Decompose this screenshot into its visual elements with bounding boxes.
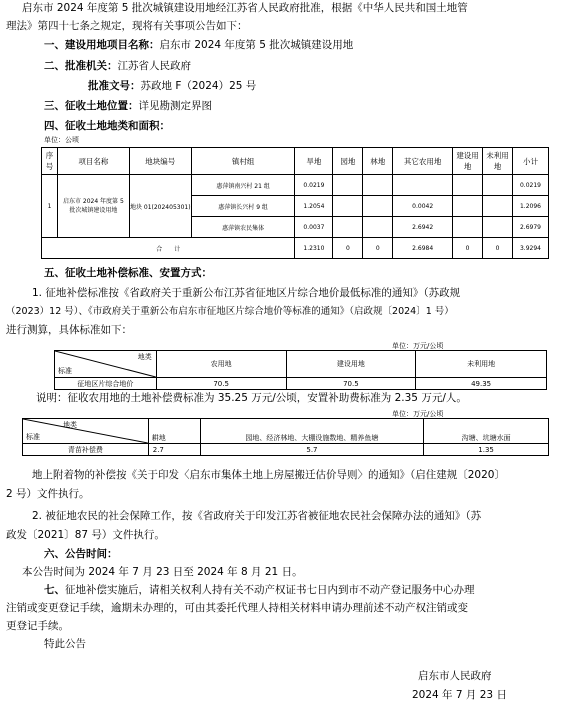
diagonal-header-cell bbox=[23, 419, 149, 444]
subtotal-cell: 1.2096 bbox=[512, 196, 548, 217]
notice-period: 本公告时间为 2024 年 7 月 23 日至 2024 年 8 月 21 日。 bbox=[22, 566, 303, 578]
total-unused: 0 bbox=[483, 238, 513, 259]
para-3-line-1: 2. 被征地农民的社会保障工作，按《省政府关于印发江苏省被征地农民社会保障办法的通知》（苏 bbox=[32, 510, 482, 522]
section-7-line-3: 更登记手续。 bbox=[6, 620, 69, 632]
col-header-project: 项目名称 bbox=[57, 148, 129, 175]
value-cell: 70.5 bbox=[156, 378, 286, 390]
col-header-pond: 沟塘、坑塘水面 bbox=[424, 419, 549, 444]
land-area-table bbox=[41, 147, 549, 259]
crop-compensation-table bbox=[22, 418, 549, 456]
para-2-line-1: 地上附着物的补偿按《关于印发〈启东市集体土地上房屋搬迁估价导则〉的通知》（启住建规〔2020〕 bbox=[32, 469, 505, 481]
closing-text: 特此公告 bbox=[44, 638, 86, 650]
section-2-value: 江苏省人民政府 bbox=[117, 60, 191, 72]
garden-cell bbox=[333, 196, 363, 217]
build-cell bbox=[453, 196, 483, 217]
signature-org: 启东市人民政府 bbox=[418, 670, 492, 682]
subtotal-cell: 0.0219 bbox=[512, 175, 548, 196]
signature-date: 2024 年 7 月 23 日 bbox=[412, 689, 507, 701]
table1-unit: 单位：公顷 bbox=[44, 136, 79, 144]
total-label: 合 计 bbox=[42, 238, 295, 259]
header-land-type: 地类 bbox=[137, 353, 152, 361]
total-row bbox=[42, 238, 549, 259]
value-cell: 2.7 bbox=[148, 444, 200, 456]
value-cell: 70.5 bbox=[286, 378, 416, 390]
section-5-label: 五、征收土地补偿标准、安置方式： bbox=[44, 267, 212, 279]
forest-cell bbox=[363, 196, 393, 217]
section-7-line-1 bbox=[44, 583, 555, 597]
para-1-line-1: 1. 征地补偿标准按《省政府关于重新公布江苏省征地区片综合地价最低标准的通知》（苏政规 bbox=[32, 287, 461, 299]
col-header-agri: 农用地 bbox=[156, 351, 286, 378]
intro-line-2: 理法》第四十七条之规定，现将有关事项公告如下： bbox=[6, 20, 248, 32]
col-header-forest: 林地 bbox=[363, 148, 393, 175]
project-cell: 启东市 2024 年度第 5 批次城镇建设用地 bbox=[57, 175, 129, 238]
garden-cell bbox=[333, 217, 363, 238]
section-2b-label: 批准文号： bbox=[88, 80, 141, 92]
col-header-unused: 未利用地 bbox=[483, 148, 513, 175]
garden-cell bbox=[333, 175, 363, 196]
row-label: 青苗补偿费 bbox=[23, 444, 149, 456]
table-row bbox=[42, 175, 549, 196]
forest-cell bbox=[363, 175, 393, 196]
unused-cell bbox=[483, 175, 513, 196]
section-7-line-2: 注销或变更登记手续，逾期未办理的，可由其委托代理人持相关材料申请办理前述不动产权注销或变 bbox=[6, 602, 468, 614]
forest-cell bbox=[363, 217, 393, 238]
total-garden: 0 bbox=[333, 238, 363, 259]
table3-header bbox=[23, 419, 549, 444]
build-cell bbox=[453, 175, 483, 196]
header-standard: 标准 bbox=[58, 367, 72, 375]
other-cell: 2.6942 bbox=[393, 217, 453, 238]
section-6-label: 六、公告时间： bbox=[44, 548, 118, 560]
section-4-label: 四、征收土地地类和面积： bbox=[44, 120, 170, 132]
col-header-village: 镇村组 bbox=[191, 148, 295, 175]
section-1-label: 一、建设用地项目名称： bbox=[44, 39, 160, 51]
col-header-arable: 耕地 bbox=[148, 419, 200, 444]
header-standard: 标准 bbox=[26, 433, 40, 441]
col-header-orchard: 园地、经济林地、大棚设施数地、精养鱼塘 bbox=[200, 419, 424, 444]
parcel-cell: 地块 01(202405301) bbox=[129, 175, 191, 238]
table-row bbox=[55, 378, 547, 390]
header-land-type: 地类 bbox=[63, 421, 77, 429]
village-cell: 惠萍镇长兴村 9 组 bbox=[191, 196, 295, 217]
total-build: 0 bbox=[453, 238, 483, 259]
total-dry: 1.2310 bbox=[295, 238, 333, 259]
build-cell bbox=[453, 217, 483, 238]
section-7-text: 征地补偿实施后，请相关权利人持有关不动产权证书七日内到市不动产登记服务中心办理 bbox=[65, 584, 475, 596]
para-3-line-2: 政发〔2021〕87 号）文件执行。 bbox=[6, 529, 165, 541]
col-header-seq: 序号 bbox=[42, 148, 58, 175]
unused-cell bbox=[483, 196, 513, 217]
section-2 bbox=[44, 59, 555, 73]
col-header-unused: 未利用地 bbox=[416, 351, 547, 378]
col-header-build: 建设用地 bbox=[286, 351, 416, 378]
table1-header bbox=[42, 148, 549, 175]
dry-cell: 0.0037 bbox=[295, 217, 333, 238]
note-line: 说明：征收农用地的土地补偿费标准为 35.25 万元/公顷，安置补助费标准为 2.35 万元/人。 bbox=[36, 392, 467, 404]
table3-unit: 单位：万元/公顷 bbox=[392, 410, 444, 418]
section-2b bbox=[88, 79, 555, 93]
row-label: 征地区片综合地价 bbox=[55, 378, 157, 390]
para-1-line-3: 进行测算，具体标准如下： bbox=[6, 324, 132, 336]
table2-header bbox=[55, 351, 547, 378]
col-header-subtotal: 小计 bbox=[512, 148, 548, 175]
col-header-garden: 园地 bbox=[333, 148, 363, 175]
total-forest: 0 bbox=[363, 238, 393, 259]
unused-cell bbox=[483, 217, 513, 238]
value-cell: 1.35 bbox=[424, 444, 549, 456]
other-cell bbox=[393, 175, 453, 196]
diagonal-line bbox=[23, 419, 148, 443]
section-2-label: 二、批准机关： bbox=[44, 60, 118, 72]
table2-unit: 单位：万元/公顷 bbox=[392, 342, 444, 350]
seq-cell: 1 bbox=[42, 175, 58, 238]
col-header-other: 其它农用地 bbox=[393, 148, 453, 175]
section-7-label: 七、 bbox=[44, 584, 65, 596]
dry-cell: 0.0219 bbox=[295, 175, 333, 196]
section-3-label: 三、征收土地位置： bbox=[44, 100, 139, 112]
para-2-line-2: 2 号）文件执行。 bbox=[6, 488, 90, 500]
table-row bbox=[23, 444, 549, 456]
total-other: 2.6984 bbox=[393, 238, 453, 259]
village-cell: 惠萍镇农民集体 bbox=[191, 217, 295, 238]
land-price-table bbox=[54, 350, 547, 390]
section-1-value: 启东市 2024 年度第 5 批次城镇建设用地 bbox=[159, 39, 354, 51]
diagonal-header-cell bbox=[55, 351, 157, 378]
col-header-dry: 旱地 bbox=[295, 148, 333, 175]
total-subtotal: 3.9294 bbox=[512, 238, 548, 259]
subtotal-cell: 2.6979 bbox=[512, 217, 548, 238]
col-header-parcel: 地块编号 bbox=[129, 148, 191, 175]
col-header-build: 建设用地 bbox=[453, 148, 483, 175]
section-2b-value: 苏政地 F（2024）25 号 bbox=[140, 80, 257, 92]
section-3-value: 详见勘测定界图 bbox=[138, 100, 212, 112]
value-cell: 49.35 bbox=[416, 378, 547, 390]
dry-cell: 1.2054 bbox=[295, 196, 333, 217]
section-1 bbox=[44, 38, 555, 52]
section-3 bbox=[44, 99, 555, 113]
other-cell: 0.0042 bbox=[393, 196, 453, 217]
value-cell: 5.7 bbox=[200, 444, 424, 456]
intro-line-1: 启东市 2024 年度第 5 批次城镇建设用地经江苏省人民政府批准，根据《中华人民共和国土地管 bbox=[22, 2, 468, 14]
para-1-line-2: （2023）12 号）、《市政府关于重新公布启东市征地区片综合地价等标准的通知》（启政规〔2024〕1 号） bbox=[6, 306, 454, 317]
village-cell: 惠萍镇南兴村 21 组 bbox=[191, 175, 295, 196]
